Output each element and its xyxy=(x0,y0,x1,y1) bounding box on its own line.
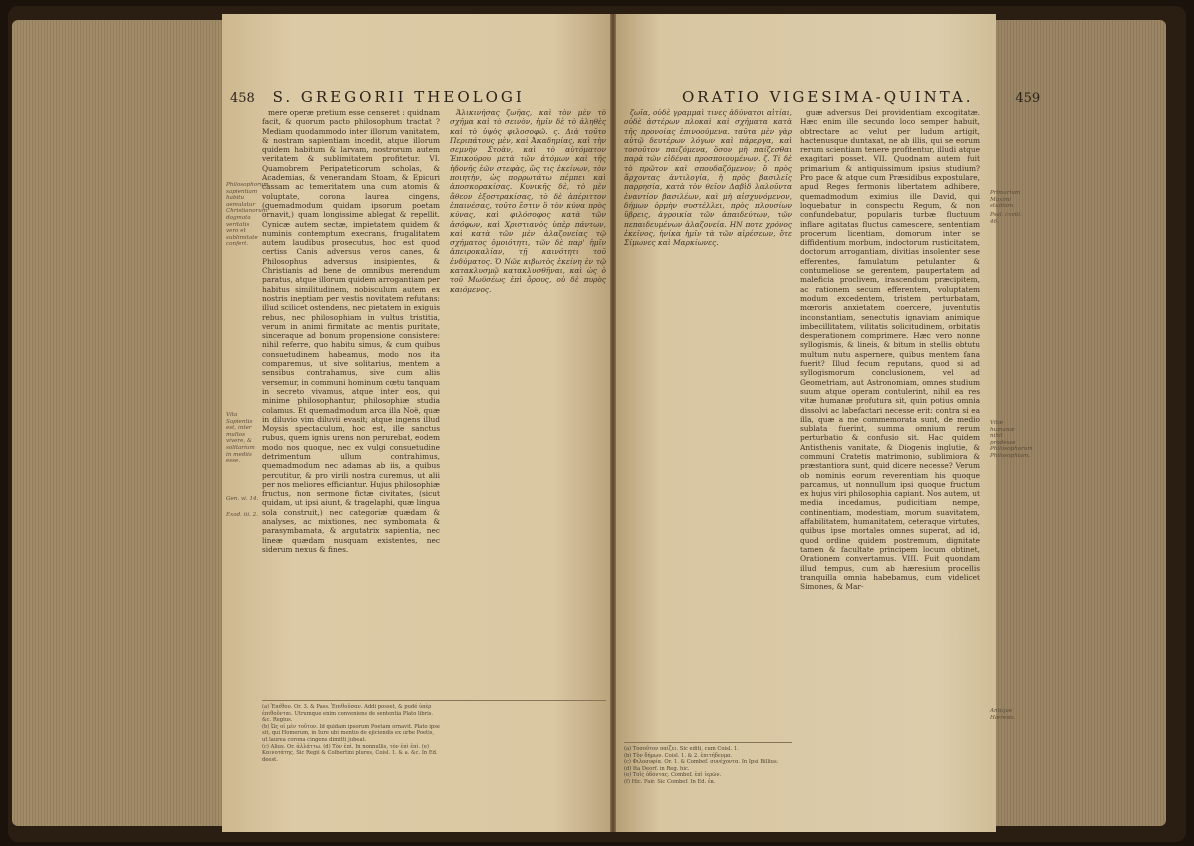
right-footnote-rule xyxy=(624,742,792,743)
right-footnote: (a) Τοσοῦτον παίζει. Sic editi, cum Coisl. 1. xyxy=(624,746,739,752)
left-greek-column xyxy=(450,108,606,696)
right-latin-text: guæ adversus Dei providentiam excogitatæ. Hæc enim ille secundo loco semper habuit, obtrectare ac velut per ludum artigit, hactenusque duntaxat, ne ab illis, qui se eorum rerum scientiam tenere profitentur, illudi atque exagitari posset. VII. Quodnam autem fuit primarium & antiquissimum ipsius studium? Pro pace & atque cum Præsidibus expostulare, apud Reges fermonis libertatem adhibere, quemadmodum eximius ille David, qui loquebatur in conspectu Regum, & non confundebatur, popularis turbæ fluctuum inflare agitatas fluctus camescere, sententiam procerum licentiam, domorum inter se diffidentium morbum, indoctorum rusticitatem, doctorum arrogantiam, divitias insolenter sese efferentes, famulatum petulanter & contumeliose se gerentem, paupertatem ad maleficia proclivem, irascendum præcipitem, ac rationem secum efferentem, voluptatem modum excedentem, tristem perturbatam, mœroris anxietatem coercere, juventutis inconstantiam, senectutis ignaviam animique imbecillitatem, vilitatis solicitudinem, orbitatis desperationem comprimere. Hæc vero nonne syllogismis, & lineis, & bitum in stellis obtutu multum nutu aspernere, quibus mentem fana fuerit? Illud fecum reputans, quod si ad syllogismorum conclusionem, vel ad Geometriam, aut Astronomiam, omnes studium suum atque operam contulerint, nihil ea res vitæ humanæ profutura sit, quin potius omnia dissolvi ac labefactari necesse erit: contra si ea illa, quæ a me commemorata sunt, de medio sublata fuerint, summa omnium rerum perturbatio & confusio sit. Hac quidem Antisthenis vanitate, & Diogenis inglutie, & communi Cratetis matrimonio, sublimiora & præstantiora sunt, quid dicere necesse? Verum ob nominis eorum reverentiam his quoque parcamus, ut nonnullum ipsi quoque fructum ex hujus viri philosophia capiant. Nos autem, ut media incedamus, pudicitiam nempe, continentiam, modestiam, morum suavitatem, affabilitatem, humanitatem, ceteraque virtutes, quibus ipse mortales omnes superat, ad id, quod ordine quidem postremum, dignitate tamen & facultate principem locum obtinet, Orationem convertamus. VIII. Fuit quondam illud tempus, cum ab hæresium procellis tranquilla omnia habebamus, cum videlicet Simones, & Mar- xyxy=(800,108,980,592)
left-margin-note: Philosophorum sapientiam habitu aemulatur Christianorum dogmata veritatis vero et sublimitate confert. xyxy=(226,182,269,248)
left-margin-note: Gen. vi. 14. xyxy=(226,496,259,502)
right-footnote: (f) Hic. Fair. Sic Combef. In Ed. ἐκ. xyxy=(624,778,716,785)
right-latin-column xyxy=(800,108,980,810)
right-margin-note: Primarium Maximi studium. xyxy=(990,190,1021,210)
right-greek-column xyxy=(624,108,792,628)
right-page-header xyxy=(682,88,1050,106)
right-footnote: (d) Ita Deorf. in Reg. hic. xyxy=(624,765,690,772)
left-footnote: (a) Ἐπέθου. Or. 3. & Pass. Ἐπιθοῦσαν. Addi posset, & pudé ὑπὲρ ἐπιθοῦνται. Utrumque enim conveniens de sententia Plato libris. &c. Regius. xyxy=(262,704,434,724)
left-page-header xyxy=(230,88,525,106)
left-page-number: 458 xyxy=(230,91,255,106)
left-footnote-rule xyxy=(262,700,606,701)
left-footnotes xyxy=(262,704,440,763)
right-greek-text: ζωῖα, οὐδὲ γραμμαὶ τινες ἀδύνατοι αἰτίαι, οὐδὲ ἀστέρων πλοκαὶ καὶ σχήματα κατὰ τῆς προνοίας ἐπινοούμενα. ταῦτα μὲν γὰρ αὐτῷ δευτέρων λόγων καὶ πάρεργα, καὶ τοσοῦτον παιζόμενα, ὅσον μὴ παίζεσθαι παρὰ τῶν εἰδέναι προσποιουμένων. ζ. Τί δὲ τὸ πρῶτον καὶ σπουδαζόμενον; ὃ πρὸς ἄρχοντας ἀντιλογία, ἡ πρὸς βασιλεῖς παρρησία, κατὰ τὸν θεῖον Δαβὶδ λαλοῦντα ἐναντίον βασιλέων, καὶ μὴ αἰσχυνόμενον, δήμων ὁρμὴν συστέλλει, πρὸς πλουσίων ὕβρεις, ἀγροικία τῶν ἀπαιδεύτων, τῶν πεπαιδευμένων ἀλαζονεία. ΗΝ ποτε χρόνος ἐκεῖνος, ἡνίκα ἡμῖν τὰ τῶν αἱρέσεων, ὅτε Σίμωνες καὶ Μαρκίωνες. xyxy=(624,108,792,248)
left-margin-note: Exod. iii. 2. xyxy=(226,512,259,518)
left-footnote: (c) Alius. Or. ἀλλάττω. (d) Τὸν ἐπὶ. In nonnullis, τὸν ἐπὶ ἐπί. (e) Καινοτάτης. Sic Regii & Colbertini plures, Coisl. 1. & a. &c. In Ed. deest. xyxy=(262,743,438,763)
right-footnote: (c) Φιλοσοφία. Or. 1. & Combef. συνέχοντα. In Ipsi Billius. xyxy=(624,759,779,766)
left-page-title: S. GREGORII THEOLOGI xyxy=(272,88,525,106)
right-footnote: (b) Τὸν δήμων. Coisl. 1. & 2. ἐπιτήδευμα. xyxy=(624,752,733,759)
left-latin-column xyxy=(262,108,440,696)
right-page-number: 459 xyxy=(1015,91,1041,106)
left-footnote: (b) Ὡς οἱ μὲν τοῦτον. Id quidam ipsorum Poetam ornavit. Plato ipse sit, qui Homerum, in Iure ubi mentio de ejiciendis ex urbe Poetis, ut laurea corona cingens dimitti jubeat. xyxy=(262,723,440,743)
right-margin-note: Psal. cxviii. 46. xyxy=(990,212,1022,225)
right-page-title: ORATIO VIGESIMA-QUINTA. xyxy=(682,88,974,106)
left-greek-text: Ἀλικινήσας ζωῆας, καὶ τὸν μὲν τὸ σχῆμα καὶ τὸ σεινὸν, ἡμῖν δὲ τὸ ἀληθὲς καὶ τὸ ὑψὸς φιλοσοφῶ. ς. Διὰ τοῦτο Περιπάτους μὲν, καὶ Ἀκαδημίας, καὶ τὴν σεμνὴν Στοὰν, καὶ τὸ αὐτόματον Ἐπικούρου μετὰ τῶν ἀτόμων καὶ τῆς ἡδονῆς ἐῶν στεφὰς, ὥς τις ἐκείνων, τὸν ποιητὴν, ὡς πορρωτάτω πέμπει καὶ ἀποσκορακίσας. Κυνικῆς δὲ, τὸ μὲν ἄθεον ἐξοστρακίσας, τὸ δὲ ἀπέριττον ἐπαινέσας, τοῦτο ἔστιν ὃ τὸν κύνα πρὸς κύνας, καὶ φιλόσοφος κατὰ τῶν ἀσόφων, καὶ Χριστιανὸς ὑπὲρ πάντων, καὶ κατὰ τῶν μὲν ἀλαζονείας τῷ σχήματος ὁμοιότητι, τῶν δὲ παρ' ἡμῖν ἀπειροκαλίαν, τῇ καινότητι τοῦ ἐνδύματος. Ὁ Νῶε κιβωτὸς ἐκείνη ἐν τῷ κατακλυσμῷ κατακλυσθῆναι, καὶ ὡς ὁ τοῦ Μωϋσέως ἐπὶ ὄρους, οὐ δὲ πυρὸς καιόμενος. xyxy=(450,108,606,294)
right-margin-note: Vitæ humanæ nihil prodesse Philosophorum Philosophiam. xyxy=(990,420,1033,459)
right-margin-note: Antique Hæresis. xyxy=(990,708,1016,721)
left-margin-note: Vita Sapientis est, inter multos vivere, & solitarium in mediis esse. xyxy=(226,412,255,465)
left-latin-text: mere operæ pretium esse censeret : quidnam facit, & quorum pacto philosophum tractat ? Mediam quodammodo inter illorum vanitatem, & nostram sapientiam incedit, atque illorum quidem habitum & larvam, nostrorum autem veritatem & sublimitatem profitetur. VI. Quamobrem Peripateticorum scholas, & Academias, & venerandam Stoam, & Epicuri cassam ac temeritatem una cum atomis & voluptate, corona laurea cingens, (quemadmodum quidam ipsorum poetam ornavit,) quam longissime ablegat & repellit. Cynicæ autem sectæ, impietatem quidem & numinis contemptum execrans, frugalitatem autem laudibus prosecutus, hoc est quod certiss Canis adversus veros canes, & Philosophus adversus insipientes, & Christianis ad bene de omnibus merendum paratus, atque illorum quidem arrogantiam per habitus similitudinem, nobisculum autem ex nostris ineptiam per vestis novitatem refutans: illud scilicet ostendens, nec pietatem in exiguis rebus, nec philosophiam in vultus tristitia, verum in animi firmitate ac mentis puritate, sinceraque ad bonum propensione consistere: nihil referre, quo habitu simus, & cum quibus consuetudinem habeamus, modo nos ita comparemus, ut sive solitarius, mentem a sensibus contrahamus, sive cum aliis versemur, in communi hominum cœtu tanquam in secreto vivamus, atque inter eos, qui minime philosophantur, philosophiæ studia colamus. Et quemadmodum arca illa Noë, quæ in diluvio vim diluvii evasit; atque ingens illud Moysis spectaculum, hoc est, ille sanctus rubus, quem ignis urens non perurebat, eodem modo nos quoque, nec ex vulgi consuetudine detrimentum ullum contrahimus, quemadmodum nec adamas ab iis, a quibus percutitur, & pro virili nostra curemus, ut alii per nos meliores efficiantur. Hujus philosophiæ fructus, non sermone fictæ civitates, (sicut quidam, ut ipsi aiunt, & tragelaphi, quæ lingua sola construit,) nec categoriæ quædam & analyses, ac mixtiones, nec symbomata & parasymbamata, & argutatrix sapientia, nec lineæ quædam nusquam existentes, nec siderum nexus & fines. xyxy=(262,108,440,554)
book-gutter xyxy=(610,14,616,832)
right-footnote: (e) Τοῖς ὀδόντας. Combef. ἐπὶ ἱερῶν. xyxy=(624,772,722,779)
right-footnotes xyxy=(624,746,792,786)
page-edges-left xyxy=(12,20,222,826)
